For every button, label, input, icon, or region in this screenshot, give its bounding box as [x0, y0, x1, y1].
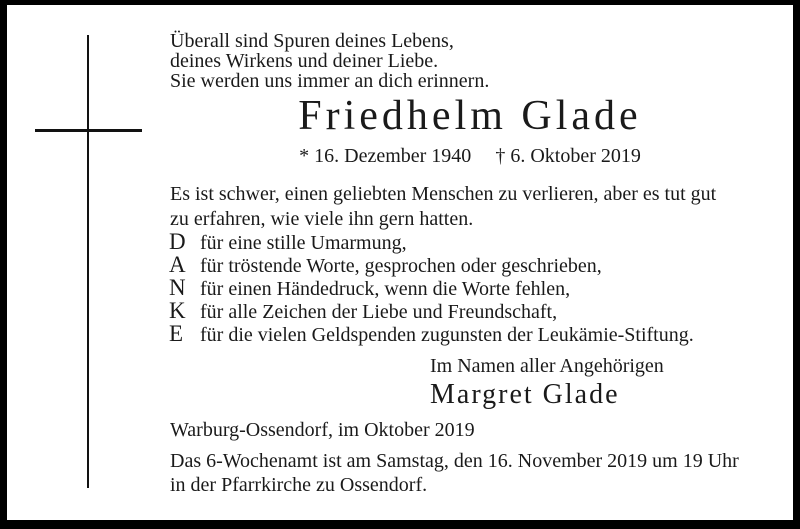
intro-line: Es ist schwer, einen geliebten Menschen zu verlieren, aber es tut gut	[170, 183, 717, 205]
intro-line: zu erfahren, wie viele ihn gern hatten.	[170, 208, 474, 230]
acrostic-row	[169, 277, 694, 300]
epigraph-line: deines Wirkens und deiner Liebe.	[170, 50, 439, 72]
acrostic-text: für tröstende Worte, gesprochen oder geschrieben,	[200, 255, 602, 277]
intro-text	[170, 182, 716, 232]
acrostic-letter: E	[169, 321, 184, 346]
acrostic-row	[169, 300, 694, 323]
acrostic-row	[169, 254, 694, 277]
epigraph-line: Überall sind Spuren deines Lebens,	[170, 30, 454, 52]
acrostic-letter: K	[169, 298, 186, 323]
birth-date: * 16. Dezember 1940	[299, 145, 472, 167]
acrostic-letter: N	[169, 275, 186, 300]
obituary-sheet	[7, 5, 793, 520]
acrostic-text: für eine stille Umarmung,	[200, 232, 407, 254]
service-line: Das 6-Wochenamt ist am Samstag, den 16. November 2019 um 19 Uhr	[170, 450, 739, 472]
acrostic-letter: A	[169, 252, 186, 277]
memorial-cross-icon	[87, 35, 89, 488]
acrostic-text: für alle Zeichen der Liebe und Freundschaft,	[200, 301, 558, 323]
acrostic-row	[169, 231, 694, 254]
signature-note: Im Namen aller Angehörigen	[430, 355, 664, 377]
service-info	[170, 449, 739, 497]
signer-name: Margret Glade	[430, 379, 620, 410]
service-line: in der Pfarrkirche zu Ossendorf.	[170, 474, 428, 496]
acrostic-row	[169, 323, 694, 346]
deceased-name: Friedhelm Glade	[298, 93, 642, 139]
place-date: Warburg-Ossendorf, im Oktober 2019	[170, 419, 475, 441]
epigraph	[170, 31, 489, 91]
acrostic-text: für einen Händedruck, wenn die Worte fehlen,	[200, 278, 571, 300]
acrostic-text: für die vielen Geldspenden zugunsten der Leukämie-Stiftung.	[200, 324, 694, 346]
signature-block	[430, 354, 664, 412]
memorial-cross-icon	[35, 129, 142, 132]
life-dates	[165, 145, 775, 167]
epigraph-line: Sie werden uns immer an dich erinnern.	[170, 70, 490, 92]
danke-acrostic	[169, 231, 694, 346]
acrostic-letter: D	[169, 229, 186, 254]
death-date: † 6. Oktober 2019	[495, 145, 641, 167]
